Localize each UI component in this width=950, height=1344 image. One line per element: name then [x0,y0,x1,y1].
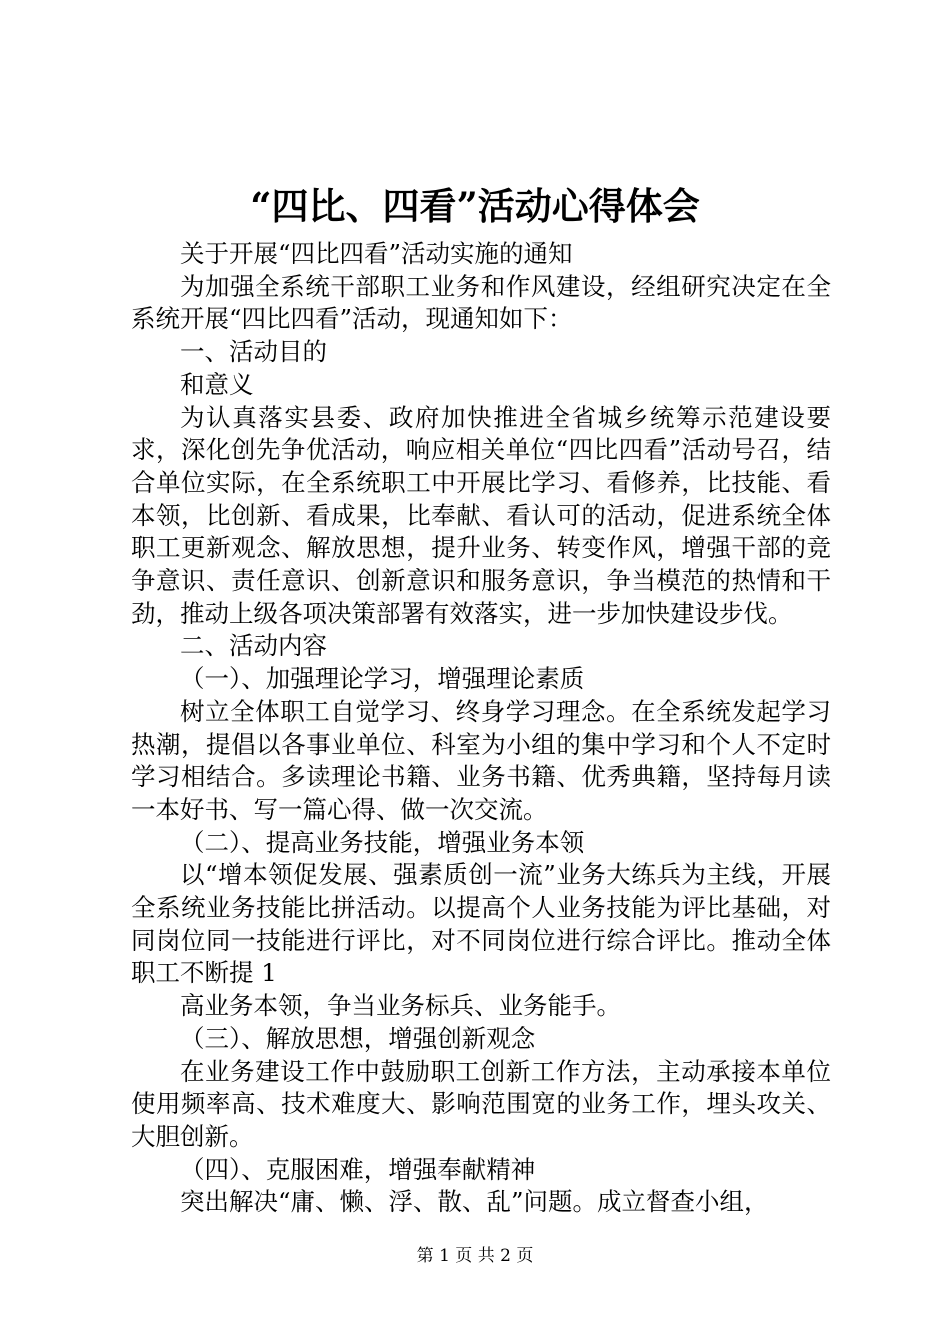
paragraph-theory: 树立全体职工自觉学习、终身学习理念。在全系统发起学习热潮，提倡以各事业单位、科室为小组的集中学习和个人不定时学习相结合。多读理论书籍、业务书籍、优秀典籍，坚持每月读一本好书、写一篇心得、做一次交流。 [131,696,831,824]
subsection-heading-skills: （二）、提高业务技能，增强业务本领 [180,827,585,857]
subsection-heading-innovation: （三）、解放思想，增强创新观念 [180,1023,536,1053]
section-heading-content: 二、活动内容 [180,631,327,661]
section-heading-purpose: 一、活动目的 [180,337,327,367]
subsection-heading-dedication: （四）、克服困难，增强奉献精神 [180,1154,536,1184]
paragraph-notice-heading: 关于开展“四比四看”活动实施的通知 [180,239,573,268]
section-heading-purpose-cont: 和意义 [180,369,254,399]
page-footer: 第 1 页 共 2 页 [416,1246,534,1266]
paragraph-skills-cont: 高业务本领，争当业务标兵、业务能手。 [180,991,621,1021]
paragraph-intro: 为加强全系统干部职工业务和作风建设，经组研究决定在全系统开展“四比四看”活动，现通知如下： [131,271,831,334]
paragraph-dedication: 突出解决“庸、懒、浮、散、乱”问题。成立督查小组， [180,1187,769,1217]
paragraph-skills: 以“增本领促发展、强素质创一流”业务大练兵为主线，开展全系统业务技能比拼活动。以提高个人业务技能为评比基础，对同岗位同一技能进行评比，对不同岗位进行综合评比。推动全体职工不断提 1 [131,860,831,988]
paragraph-purpose: 为认真落实县委、政府加快推进全省城乡统筹示范建设要求，深化创先争优活动，响应相关单位“四比四看”活动号召，结合单位实际，在全系统职工中开展比学习、看修养，比技能、看本领，比创新、看成果，比奉献、看认可的活动，促进系统全体职工更新观念、解放思想，提升业务、转变作风，增强干部的竞争意识、责任意识、创新意识和服务意识，争当模范的热情和干劲，推动上级各项决策部署有效落实，进一步加快建设步伐。 [131,402,831,628]
document-body [131,238,831,1219]
document-title: “四比、四看”活动心得体会 [250,184,700,228]
subsection-heading-theory: （一）、加强理论学习，增强理论素质 [180,664,585,694]
paragraph-innovation: 在业务建设工作中鼓励职工创新工作方法，主动承接本单位使用频率高、技术难度大、影响范围宽的业务工作，埋头攻关、大胆创新。 [131,1056,831,1151]
